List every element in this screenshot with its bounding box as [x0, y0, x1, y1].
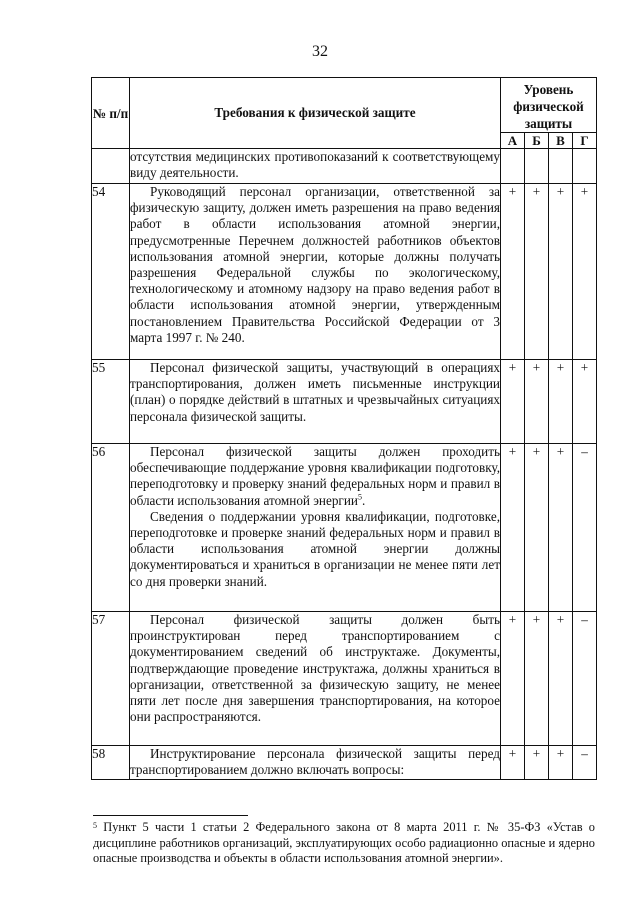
- row-number: 54: [92, 184, 130, 360]
- table-row-57: [92, 612, 597, 746]
- level-a-mark: +: [501, 360, 525, 444]
- table-row-55: [92, 360, 597, 444]
- requirement-text: Персонал физической защиты, участвующий в операциях транспортирования, должен иметь письменные инструкции (план) о порядке действий в штатных и чрезвычайных ситуациях персонала физической защиты.: [130, 360, 501, 444]
- row-number: 58: [92, 746, 130, 780]
- footnote-ref: 5: [357, 492, 362, 502]
- level-v-mark: +: [549, 444, 573, 612]
- footnote-marker: 5: [93, 821, 97, 830]
- level-v-mark: +: [549, 746, 573, 780]
- footnote-divider: [93, 815, 248, 816]
- requirement-text: Персонал физической защиты должен проходить обеспечивающие поддержание уровня квалификации подготовку, переподготовку и проверку знаний федеральных норм и правил в области использования атомной энергии$^5$. Сведения о поддержании уровня квалификации, подготовке, переподготовке и проверке знаний федеральных норм и правил в области использования атомной энергии должны документироваться и храниться в организации не менее пяти лет со дня проверки знаний.: [130, 444, 501, 612]
- level-g-mark: +: [573, 360, 597, 444]
- header-level-b: Б: [525, 133, 549, 149]
- level-g-mark: –: [573, 612, 597, 746]
- requirement-text: Руководящий персонал организации, ответственной за физическую защиту, должен иметь разрешения на право ведения работ в области использования атомной энергии, предусмотренные Перечнем должностей работников объектов использования атомной энергии, которые должны получать разрешения Федеральной службы по экологическому, технологическому и атомному надзору на право ведения работ в области использования атомной энергии, утвержденным постановлением Правительства Российской Федерации от 3 марта 1997 г. № 240.: [130, 184, 501, 360]
- requirement-text: отсутствия медицинских противопоказаний к соответствующему виду деятельности.: [130, 149, 501, 184]
- header-level-a: А: [501, 133, 525, 149]
- level-a-mark: +: [501, 612, 525, 746]
- level-v-mark: +: [549, 360, 573, 444]
- header-requirements: Требования к физической защите: [130, 78, 501, 149]
- table-row-54: [92, 184, 597, 360]
- level-v-mark: +: [549, 612, 573, 746]
- level-b-mark: +: [525, 184, 549, 360]
- level-b-mark: +: [525, 612, 549, 746]
- footnote: [93, 820, 595, 867]
- requirement-text: Инструктирование персонала физической защиты перед транспортированием должно включать вопросы:: [130, 746, 501, 780]
- table-row-continuation: [92, 149, 597, 184]
- header-protection-level: Уровень физической защиты: [501, 78, 597, 133]
- level-a-mark: +: [501, 184, 525, 360]
- row-number-empty: [92, 149, 130, 184]
- level-g-mark: +: [573, 184, 597, 360]
- level-b-mark: +: [525, 444, 549, 612]
- header-level-g: Г: [573, 133, 597, 149]
- table-row-58: [92, 746, 597, 780]
- header-number: № п/п: [92, 78, 130, 149]
- footnote-text: Пункт 5 части 1 статьи 2 Федерального закона от 8 марта 2011 г. № 35-ФЗ «Устав о дисциплине работников организаций, эксплуатирующих особо радиационно опасные и ядерно опасные производства и объекты в области использования атомной энергии».: [93, 820, 596, 866]
- level-g-mark: –: [573, 444, 597, 612]
- page-number: 32: [312, 43, 328, 60]
- level-a-mark: +: [501, 444, 525, 612]
- level-g-mark: –: [573, 746, 597, 780]
- row-number: 55: [92, 360, 130, 444]
- header-level-v: В: [549, 133, 573, 149]
- row-number: 56: [92, 444, 130, 612]
- row-number: 57: [92, 612, 130, 746]
- requirements-table: [91, 77, 597, 780]
- level-a-mark: +: [501, 746, 525, 780]
- level-v-mark: +: [549, 184, 573, 360]
- requirement-text: Персонал физической защиты должен быть проинструктирован перед транспортированием с документированием сведений об инструктаже. Документы, подтверждающие проведение инструктажа, должны храниться в организации, ответственной за физическую защиту, не менее пяти лет после дня завершения транспортирования, на которое они распространяются.: [130, 612, 501, 746]
- table-row-56: [92, 444, 597, 612]
- level-b-mark: +: [525, 746, 549, 780]
- level-b-mark: +: [525, 360, 549, 444]
